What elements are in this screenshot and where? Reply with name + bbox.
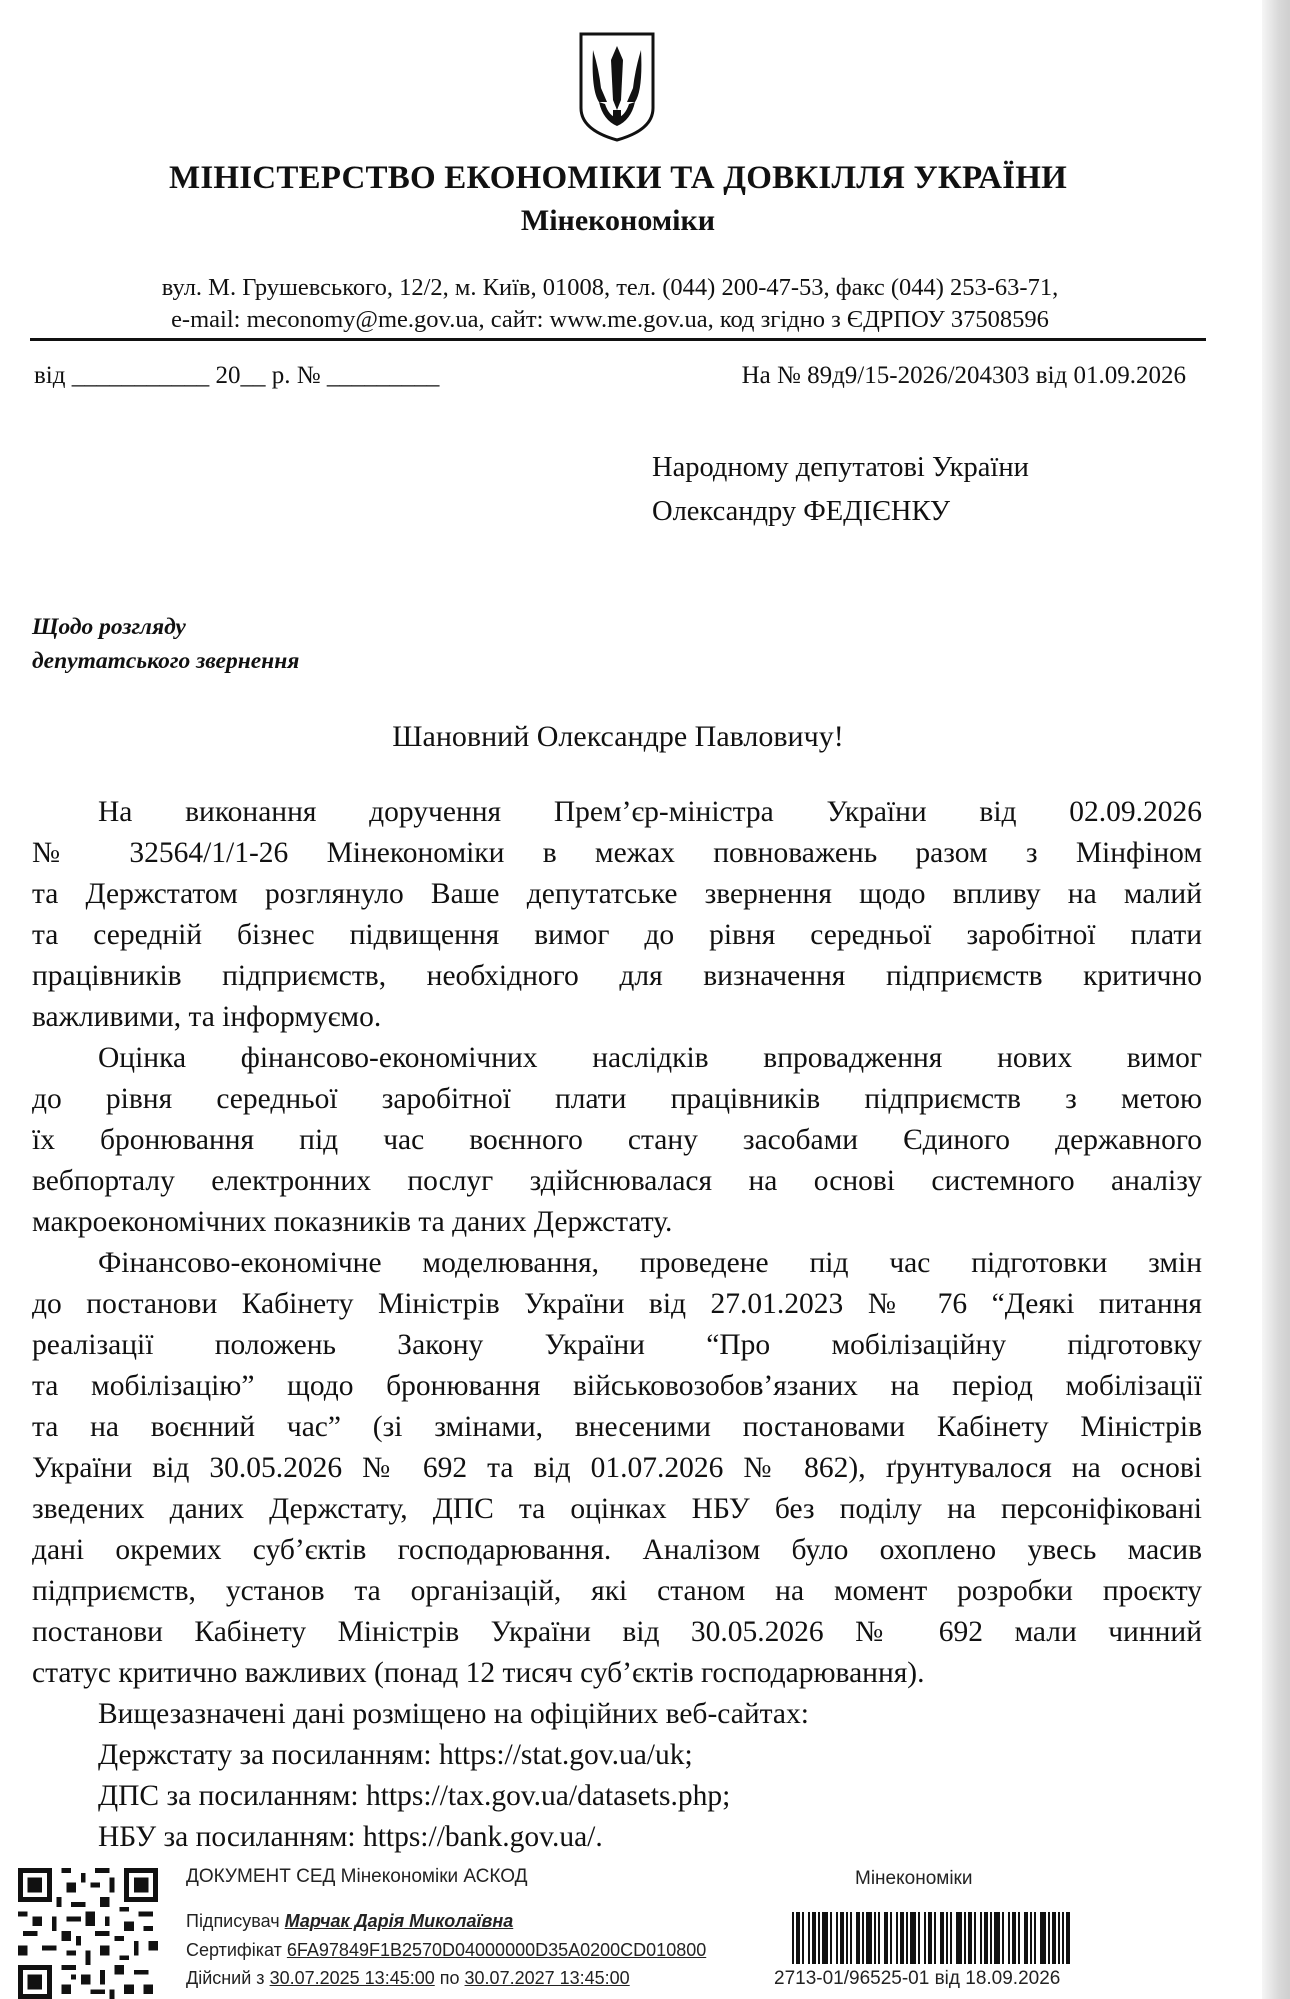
source-link-nbu[interactable]: НБУ за посиланням: https://bank.gov.ua/. <box>98 1821 603 1853</box>
subject-line: Щодо розгляду <box>32 614 186 640</box>
body-line: та середній бізнес підвищення вимог до рівня середньої заробітної плати <box>32 919 1202 951</box>
certificate-row <box>186 1940 706 1961</box>
body-line: до рівня середньої заробітної плати працівників підприємств з метою <box>32 1083 1202 1115</box>
ministry-short-name: Мінекономіки <box>520 204 716 237</box>
body-line: України від 30.05.2026 № 692 та від 01.07.2026 № 862), ґрунтувалося на основі <box>32 1452 1202 1484</box>
source-link-dps[interactable]: ДПС за посиланням: https://tax.gov.ua/datasets.php; <box>98 1780 731 1812</box>
barcode-icon <box>792 1912 1072 1964</box>
body-line: їх бронювання під час воєнного стану засобами Єдиного державного <box>32 1124 1202 1156</box>
signer-name: Марчак Дарія Миколаївна <box>284 1911 514 1931</box>
body-line: макроекономічних показників та даних Держстату. <box>32 1206 673 1238</box>
registration-number: 2713-01/96525-01 від 18.09.2026 <box>774 1968 1061 1989</box>
body-line: Фінансово-економічне моделювання, проведене під час підготовки змін <box>98 1247 1202 1279</box>
body-line: вебпорталу електронних послуг здійснювалася на основі системного аналізу <box>32 1165 1202 1197</box>
body-line: та Держстатом розглянуло Ваше депутатське звернення щодо впливу на малий <box>32 878 1202 910</box>
stamp-organization: Мінекономіки <box>855 1868 973 1889</box>
trident-icon <box>577 30 657 142</box>
body-line: підприємств, установ та організацій, які станом на момент розробки проєкту <box>32 1575 1202 1607</box>
valid-from-label: Дійсний з <box>186 1968 265 1988</box>
body-line: постанови Кабінету Міністрів України від 30.05.2026 № 692 мали чинний <box>32 1616 1202 1648</box>
ministry-contacts-line: e-mail: meconomy@me.gov.ua, сайт: www.me.gov.ua, код згідно з ЄДРПОУ 37508596 <box>171 306 1049 333</box>
addressee-name: Олександру ФЕДІЄНКУ <box>652 496 951 527</box>
page-edge-shadow <box>1262 0 1290 1999</box>
qr-code-icon <box>18 1868 158 1999</box>
header-divider <box>30 338 1206 341</box>
certificate-value: 6FA97849F1B2570D04000000D35A0200CD010800 <box>286 1940 707 1960</box>
body-line: № 32564/1/1-26 Мінекономіки в межах повноважень разом з Мінфіном <box>32 837 1202 869</box>
source-link-derzhstat[interactable]: Держстату за посиланням: https://stat.gov.ua/uk; <box>98 1739 693 1771</box>
signer-label: Підписувач <box>186 1911 280 1931</box>
body-line: працівників підприємств, необхідного для визначення підприємств критично <box>32 960 1202 992</box>
salutation: Шановний Олександре Павловичу! <box>392 720 844 753</box>
validity-row <box>186 1968 630 1989</box>
valid-to-label: по <box>439 1968 460 1988</box>
body-line: до постанови Кабінету Міністрів України від 27.01.2023 № 76 “Деякі питання <box>32 1288 1202 1320</box>
certificate-label: Сертифікат <box>186 1940 282 1960</box>
subject-line: депутатського звернення <box>32 648 300 674</box>
body-line: статус критично важливих (понад 12 тисяч суб’єктів господарювання). <box>32 1657 925 1689</box>
body-line: та на воєнний час” (зі змінами, внесеними постановами Кабінету Міністрів <box>32 1411 1202 1443</box>
sed-document-title: ДОКУМЕНТ СЕД Мінекономіки АСКОД <box>186 1866 528 1887</box>
ministry-address-line: вул. М. Грушевського, 12/2, м. Київ, 01008, тел. (044) 200-47-53, факс (044) 253-63-71, <box>161 274 1059 301</box>
body-line: Оцінка фінансово-економічних наслідків впровадження нових вимог <box>98 1042 1202 1074</box>
reply-reference: На № 89д9/15-2026/204303 від 01.09.2026 <box>741 362 1186 389</box>
addressee-title: Народному депутатові України <box>652 452 1029 483</box>
body-line: та мобілізацію” щодо бронювання військовозобов’язаних на період мобілізації <box>32 1370 1202 1402</box>
body-line: зведених даних Держстату, ДПС та оцінках НБУ без поділу на персоніфіковані <box>32 1493 1202 1525</box>
valid-to-value: 30.07.2027 13:45:00 <box>464 1968 630 1988</box>
body-line: дані окремих суб’єктів господарювання. Аналізом було охоплено увесь масив <box>32 1534 1202 1566</box>
sources-intro: Вищезазначені дані розміщено на офіційних веб-сайтах: <box>98 1698 809 1730</box>
ministry-name: МІНІСТЕРСТВО ЕКОНОМІКИ ТА ДОВКІЛЛЯ УКРАЇНИ <box>169 160 1067 196</box>
body-line: На виконання доручення Прем’єр-міністра України від 02.09.2026 <box>98 796 1202 828</box>
body-line: реалізації положень Закону України “Про мобілізаційну підготовку <box>32 1329 1202 1361</box>
signer-row <box>186 1911 513 1932</box>
valid-from-value: 30.07.2025 13:45:00 <box>269 1968 435 1988</box>
body-line: важливими, та інформуємо. <box>32 1001 382 1033</box>
outgoing-registration: від ___________ 20__ р. № _________ <box>34 362 440 389</box>
